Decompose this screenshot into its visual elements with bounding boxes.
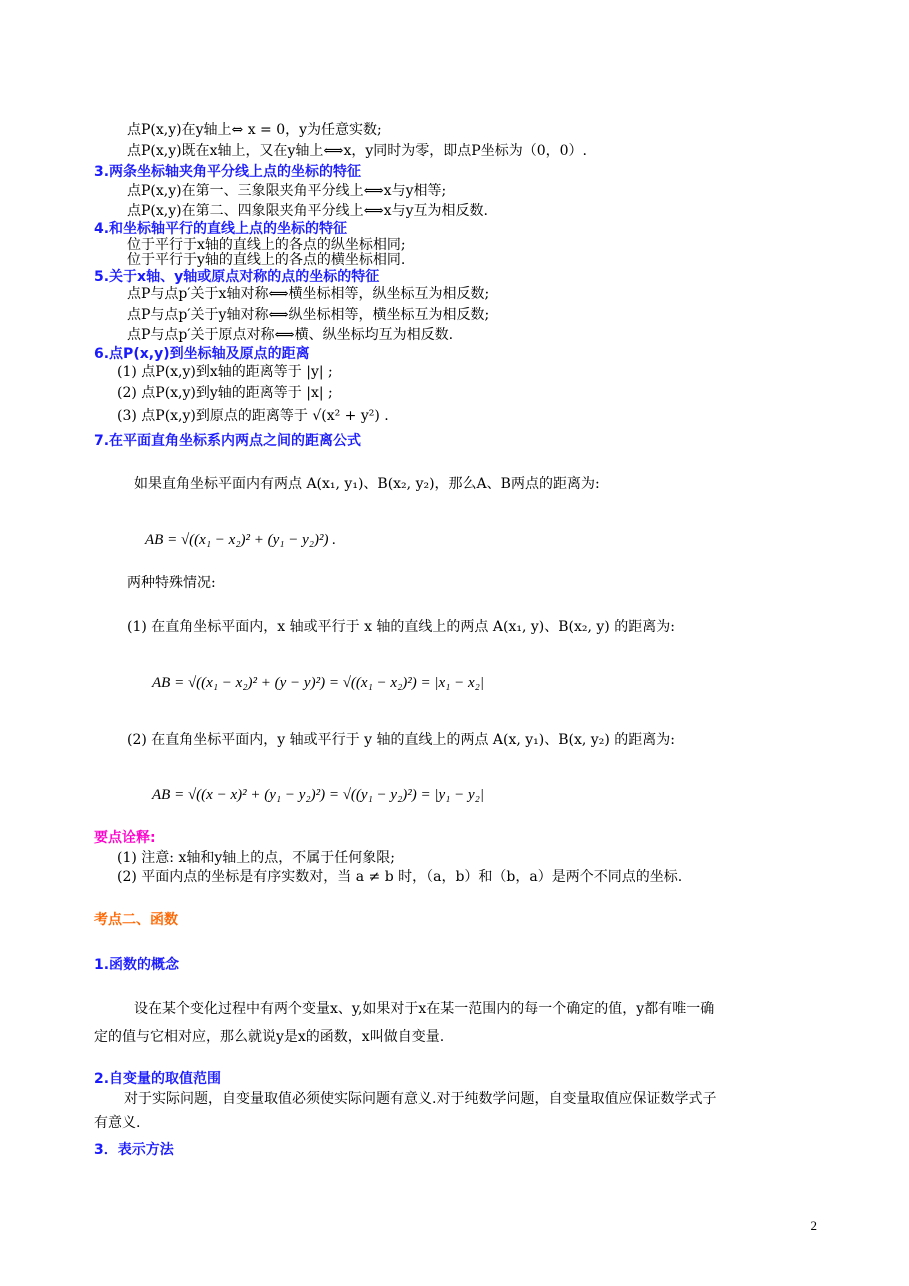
text-line: (1) 点P(x,y)到x轴的距离等于 |y| ; bbox=[117, 364, 333, 380]
text-line: 点P与点p′关于x轴对称⟺横坐标相等，纵坐标互为相反数; bbox=[127, 286, 490, 302]
key-points-heading: 要点诠释: bbox=[94, 830, 156, 846]
text-line: 点P(x,y)在第二、四象限夹角平分线上⟺x与y互为相反数. bbox=[127, 203, 488, 219]
text-line: (2) 平面内点的坐标是有序实数对，当 a ≠ b 时，（a，b）和（b，a）是两个不同点的坐标. bbox=[117, 869, 683, 885]
text-line: 位于平行于y轴的直线上的各点的横坐标相同. bbox=[127, 252, 406, 268]
distance-formula: AB = √((x − x)² + (y₁ − y₂)²) = √((y₁ − y₂)²) = |y₁ − y₂| bbox=[152, 787, 485, 803]
text-line: (2) 点P(x,y)到y轴的距离等于 |x| ; bbox=[117, 385, 333, 401]
page-number: 2 bbox=[810, 1218, 817, 1233]
text-line: 点P与点p′关于y轴对称⟺纵坐标相等，横坐标互为相反数; bbox=[127, 307, 490, 323]
section-heading: 1.函数的概念 bbox=[94, 957, 180, 973]
text-line: (2) 在直角坐标平面内，y 轴或平行于 y 轴的直线上的两点 A(x, y₁)、B(x, y₂) 的距离为: bbox=[127, 732, 675, 748]
paragraph-line: 设在某个变化过程中有两个变量x、y,如果对于x在某一范围内的每一个确定的值，y都有唯一确 bbox=[134, 1001, 715, 1017]
section-heading: 7.在平面直角坐标系内两点之间的距离公式 bbox=[94, 433, 362, 449]
distance-formula: AB = √((x₁ − x₂)² + (y − y)²) = √((x₁ − x₂)²) = |x₁ − x₂| bbox=[152, 675, 485, 691]
section-heading: 6.点P(x,y)到坐标轴及原点的距离 bbox=[94, 346, 310, 362]
text-line: 点P(x,y)在y轴上⇔ x = 0，y为任意实数; bbox=[127, 122, 382, 138]
text-line: 两种特殊情况: bbox=[127, 575, 216, 591]
text-line: 位于平行于x轴的直线上的各点的纵坐标相同; bbox=[127, 237, 406, 253]
paragraph-line: 定的值与它相对应，那么就说y是x的函数，x叫做自变量. bbox=[94, 1029, 445, 1045]
paragraph bbox=[94, 995, 824, 1051]
section-heading: 5.关于x轴、y轴或原点对称的点的坐标的特征 bbox=[94, 269, 380, 285]
text-line: (1) 在直角坐标平面内，x 轴或平行于 x 轴的直线上的两点 A(x₁, y)、B(x₂, y) 的距离为: bbox=[127, 619, 675, 635]
section-heading: 3.两条坐标轴夹角平分线上点的坐标的特征 bbox=[94, 164, 362, 180]
section-title: 考点二、函数 bbox=[94, 912, 178, 928]
paragraph-line: 有意义. bbox=[94, 1115, 141, 1131]
distance-formula: AB = √((x₁ − x₂)² + (y₁ − y₂)²) . bbox=[145, 532, 337, 548]
paragraph bbox=[94, 1087, 824, 1135]
text-line: 点P(x,y)既在x轴上，又在y轴上⟺x，y同时为零，即点P坐标为（0，0）. bbox=[127, 143, 587, 159]
section-heading: 2.自变量的取值范围 bbox=[94, 1071, 222, 1087]
text-line: 点P(x,y)在第一、三象限夹角平分线上⟺x与y相等; bbox=[127, 183, 447, 199]
section-heading: 3．表示方法 bbox=[94, 1142, 174, 1158]
text-line: 如果直角坐标平面内有两点 A(x₁, y₁)、B(x₂, y₂)，那么A、B两点的距离为: bbox=[134, 476, 600, 492]
paragraph-line: 对于实际问题，自变量取值必须使实际问题有意义.对于纯数学问题，自变量取值应保证数学式子 bbox=[124, 1091, 717, 1107]
section-heading: 4.和坐标轴平行的直线上点的坐标的特征 bbox=[94, 221, 348, 237]
text-line: (1) 注意: x轴和y轴上的点，不属于任何象限; bbox=[117, 850, 395, 866]
text-line: 点P与点p′关于原点对称⟺横、纵坐标均互为相反数. bbox=[127, 327, 454, 343]
text-line: (3) 点P(x,y)到原点的距离等于 √(x² + y²) . bbox=[117, 408, 389, 424]
